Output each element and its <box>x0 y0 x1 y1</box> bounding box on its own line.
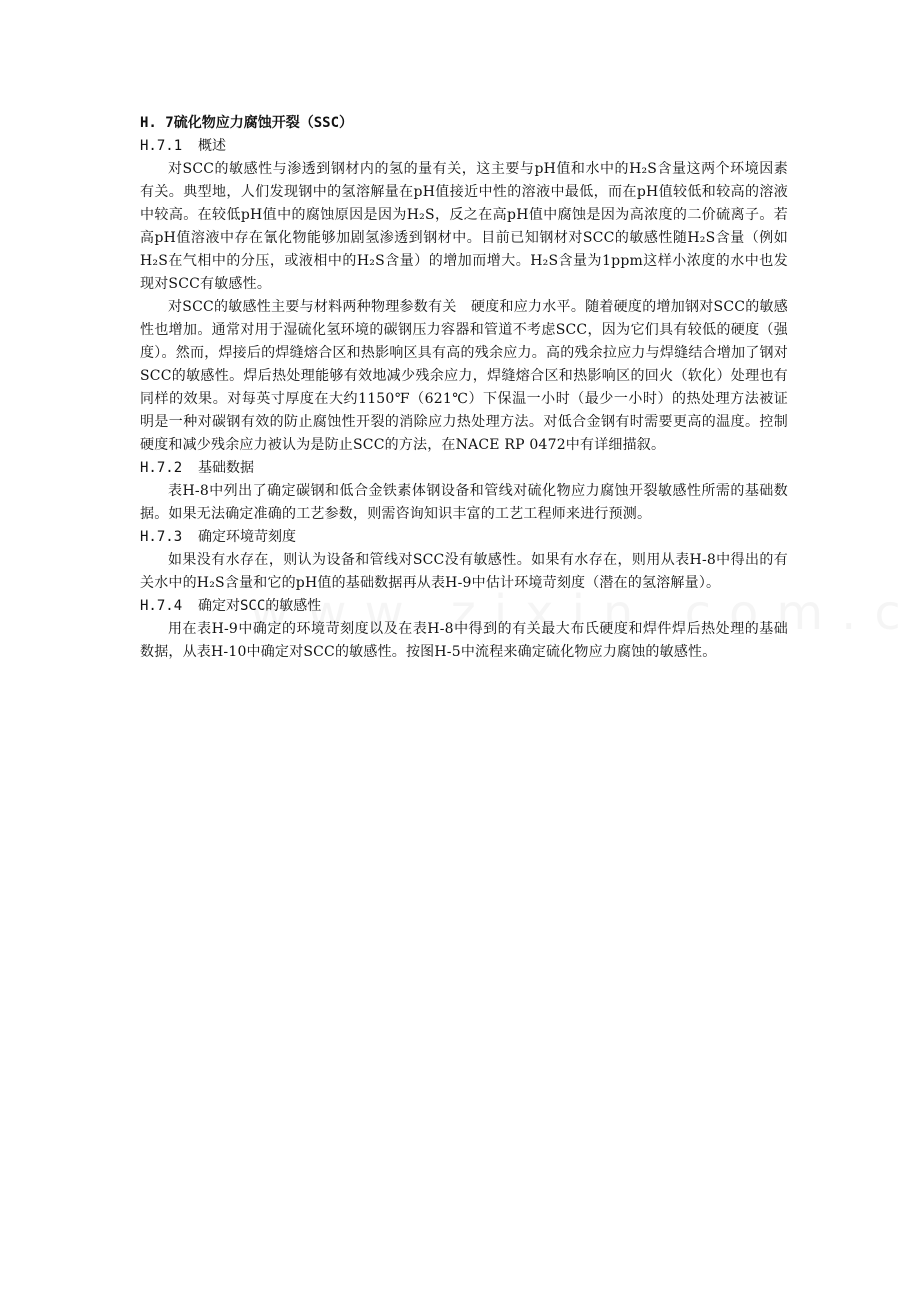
section-h-7-2 <box>140 457 788 526</box>
document-page <box>140 112 788 664</box>
section-h-7-4 <box>140 595 788 664</box>
subsection-title: 概述 <box>198 138 226 154</box>
section-h-7-1 <box>140 135 788 457</box>
subsection-heading <box>140 526 788 549</box>
paragraph: 表H-8中列出了确定碳钢和低合金铁素体钢设备和管线对硫化物应力腐蚀开裂敏感性所需的基础数据。如果无法确定准确的工艺参数，则需咨询知识丰富的工艺工程师来进行预测。 <box>140 483 788 522</box>
subsection-number: H.7.2 <box>140 460 183 476</box>
paragraph: 对SCC的敏感性主要与材料两种物理参数有关 硬度和应力水平。随着硬度的增加钢对SCC的敏感性也增加。通常对用于湿硫化氢环境的碳钢压力容器和管道不考虑SCC，因为它们具有较低的硬度（强度）。然而，焊接后的焊缝熔合区和热影响区具有高的残余应力。高的残余拉应力与焊缝结合增加了钢对SCC的敏感性。焊后热处理能够有效地减少残余应力，焊缝熔合区和热影响区的回火（软化）处理也有同样的效果。对每英寸厚度在大约1150℉（621℃）下保温一小时（最少一小时）的热处理方法被证明是一种对碳钢有效的防止腐蚀性开裂的消除应力热处理方法。对低合金钢有时需要更高的温度。控制硬度和减少残余应力被认为是防止SCC的方法，在NACE RP 0472中有详细描叙。 <box>140 299 788 453</box>
subsection-number: H.7.3 <box>140 529 183 545</box>
paragraph: 如果没有水存在，则认为设备和管线对SCC没有敏感性。如果有水存在，则用从表H-8中得出的有关水中的H₂S含量和它的pH值的基础数据再从表H-9中估计环境苛刻度（潜在的氢溶解量）。 <box>140 552 788 591</box>
subsection-title: 确定对SCC的敏感性 <box>198 598 322 614</box>
paragraph: 对SCC的敏感性与渗透到钢材内的氢的量有关，这主要与pH值和水中的H₂S含量这两个环境因素有关。典型地，人们发现钢中的氢溶解量在pH值接近中性的溶液中最低，而在pH值较低和较高的溶液中较高。在较低pH值中的腐蚀原因是因为H₂S，反之在高pH值中腐蚀是因为高浓度的二价硫离子。若高pH值溶液中存在氰化物能够加剧氢渗透到钢材中。目前已知钢材对SCC的敏感性随H₂S含量（例如H₂S在气相中的分压，或液相中的H₂S含量）的增加而增大。H₂S含量为1ppm这样小浓度的水中也发现对SCC有敏感性。 <box>140 161 788 292</box>
subsection-number: H.7.1 <box>140 138 183 154</box>
subsection-title: 确定环境苛刻度 <box>198 529 296 545</box>
subsection-number: H.7.4 <box>140 598 183 614</box>
subsection-heading <box>140 457 788 480</box>
subsection-heading <box>140 595 788 618</box>
section-title: H. 7硫化物应力腐蚀开裂（SSC） <box>140 115 354 131</box>
subsection-title: 基础数据 <box>198 460 254 476</box>
subsection-heading <box>140 135 788 158</box>
paragraph: 用在表H-9中确定的环境苛刻度以及在表H-8中得到的有关最大布氏硬度和焊件焊后热处理的基础数据，从表H-10中确定对SCC的敏感性。按图H-5中流程来确定硫化物应力腐蚀的敏感性。 <box>140 621 788 660</box>
section-h-7-3 <box>140 526 788 595</box>
